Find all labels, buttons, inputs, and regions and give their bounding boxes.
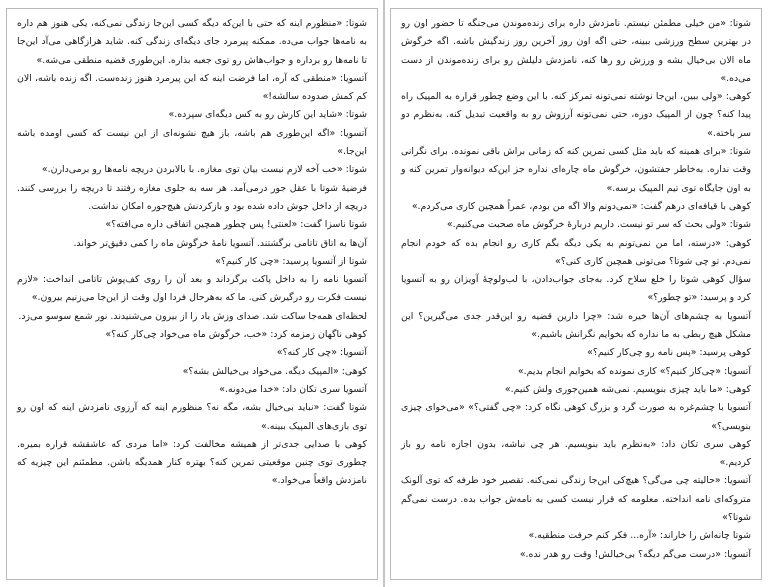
right-paragraph-5: شوتا: «ولی بحث که سر تو نیست. داریم درباره‌ٔ خرگوش ماه صحبت می‌کنیم.»	[446, 219, 751, 231]
right-paragraph-16: آتسویا: «درست می‌گم دیگه؟ بی‌خیالش! وقت رو هدر نده.»	[519, 548, 751, 560]
page-gutter	[383, 0, 385, 587]
left-paragraph-14: کوهی: «المپیک دیگه. می‌خواد بی‌خیالش بشه؟»	[182, 365, 367, 377]
right-paragraph-13: کوهی سری تکان داد: «به‌نظرم باید بنویسیم. هر چی نباشه، بدون اجازه نامه رو باز کردیم.»	[401, 438, 751, 469]
right-paragraph-11: کوهی: «ما باید چیزی بنویسیم. نمی‌شه همین‌جوری ولش کنیم.»	[504, 383, 751, 395]
right-paragraph-12: آتسویا با چشم‌غره به صورت گرد و بزرگ کوهی نگاه کرد: «چی گفتی؟» «می‌خوای چیزی بنویسی؟»	[401, 402, 751, 432]
left-paragraph-1: شوتا: «منظورم اینه که حتی با این‌که دیگه کسی این‌جا زندگی نمی‌کنه، یکی هنوز هم داره به نامه‌ها جواب می‌ده. ممکنه پیرمرد جای دیگه‌ای زندگی کنه. شاید هرازگاهی می‌آد این‌جا تا نامه‌ها رو برداره و جواب‌هاش رو توی جعبه بذاره. این‌طوری قضیه منطقی می‌شه.»	[17, 18, 367, 66]
left-paragraph-11: لحظه‌ای همه‌جا ساکت شد. صدای وزش باد را از بیرون می‌شنیدند. نور شمع سوسو می‌زد.	[18, 310, 367, 322]
right-paragraph-14: آتسویا: «حالیته چی می‌گی؟ هیچ‌کی این‌جا زندگی نمی‌کنه. تقصیر خود طرفه که توی آلونک متروکه‌ای نامه انداخته. معلومه که قرار نیست کسی به نامه‌ش جواب بده. درست نمی‌گم شوتا؟»	[401, 475, 751, 524]
left-paragraph-9: شوتا از آتسویا پرسید: «چی کار کنیم؟»	[215, 255, 367, 267]
left-paragraph-2: آتسویا: «منطقی که آره، اما فرضت اینه که این پیرمرد هنوز زنده‌ست. اگه زنده باشه، الان کم کمش صدوده سالشه!»	[17, 72, 367, 103]
right-page-text	[401, 15, 751, 575]
left-paragraph-7: شوتا ناسزا گفت: «لعنتی! پس چطور همچین اتفاقی داره می‌افته؟»	[105, 219, 367, 231]
left-paragraph-8: آن‌ها به اتاق تاتامی برگشتند. آتسویا نامهٔ خرگوش ماه را کمی دقیق‌تر خواند.	[73, 237, 367, 249]
left-paragraph-5: شوتا: «خب آخه لازم نیست بیان توی مغازه. با بالابردن دریچه نامه‌ها رو برمی‌دارن.»	[41, 164, 367, 176]
right-paragraph-9: کوهی پرسید: «پس نامه رو چی‌کار کنیم؟»	[587, 347, 751, 359]
right-paragraph-10: آتسویا: «چی‌کار کنیم؟» کاری نمونده که بخوایم انجام بدیم.»	[517, 365, 751, 377]
right-paragraph-3: شوتا: «برای همینه که باید مثل کسی تمرین کنه که زمانی براش باقی نمونده. برای نگرانی وقت نداره. به‌خاطر جفتشون، خرگوش ماه چاره‌ای نداره جز این‌که دیوانه‌وار تمرین کنه و به اون جایگاه توی تیم المپیک برسه.»	[401, 146, 751, 194]
right-paragraph-8: آتسویا به چشم‌های آن‌ها خیره شد: «چرا دارین قضیه رو این‌قدر جدی می‌گیرین؟ این مشکل هیچ ربطی به ما نداره که بخوایم نگرانش باشیم.»	[401, 310, 751, 341]
right-page	[390, 8, 762, 580]
right-paragraph-7: سؤال کوهی شوتا را خلع سلاح کرد. به‌جای جواب‌دادن، با لب‌ولوچهٔ آویزان رو به آتسویا کرد و پرسید: «تو چطور؟»	[401, 274, 751, 304]
left-paragraph-10: آتسویا نامه را به داخل پاکت برگرداند و بعد آن را روی کف‌پوش تاتامی انداخت: «لازم نیست فکرت رو درگیرش کنی. ما که به‌هرحال فردا اول وقت از این‌جا می‌زنیم بیرون.»	[17, 274, 367, 304]
left-paragraph-15: آتسویا سری تکان داد: «خدا می‌دونه.»	[219, 383, 367, 395]
right-paragraph-4: کوهی با قیافه‌ای درهم گفت: «نمی‌دونم والا اگه من بودم، عمراً همچین کاری می‌کردم.»	[411, 200, 751, 212]
left-paragraph-17: کوهی با صدایی جدی‌تر از همیشه مخالفت کرد: «اما مردی که عاشقشه قراره بمیره. چطوری توی چنین موقعیتی تمرین کنه؟ بهتره کنار همدیگه باشن. مطمئنم این چیزیه که نامزدش واقعاً می‌خواد.»	[17, 438, 367, 487]
left-page	[6, 8, 378, 580]
left-page-text	[17, 15, 367, 575]
left-paragraph-4: آتسویا: «اگه این‌طوری هم باشه، باز هیچ نشونه‌ای از این نیست که کسی اومده باشه این‌جا.»	[17, 127, 367, 158]
right-paragraph-1: شوتا: «من خیلی مطمئن نیستم. نامزدش داره برای زنده‌موندن می‌جنگه تا حضور اون رو در بهترین سطح ورزشی ببینه، حتی اگه اون روز آخرین روز زندگیش باشه. اگه خرگوش ماه الان بی‌خیال بشه و ورزش رو رها کنه، نامزدش دلیلش رو برای زنده‌موندن از دست می‌ده.»	[401, 18, 751, 84]
right-paragraph-15: شوتا چانه‌اش را خاراند: «آره... فکر کنم حرفت منطقیه.»	[528, 530, 751, 542]
left-paragraph-3: شوتا: «شاید این کارش رو به کس دیگه‌ای سپرده.»	[168, 109, 367, 121]
right-paragraph-2: کوهی: «ولی ببین، این‌جا نوشته نمی‌تونه تمرکز کنه. با این وضع چطور قراره به المپیک راه پیدا کنه؟ چون از المپیک دوره، حتی نمی‌تونه آرزوش رو به واقعیت تبدیل کنه. به‌نظرم دو سر باخته.»	[401, 91, 751, 139]
right-paragraph-6: کوهی: «درسته، اما من نمی‌تونم به یکی دیگه بگم کاری رو انجام بده که خودم انجام نمی‌دم. تو چی شوتا؟ می‌تونی همچین کاری کنی؟»	[401, 237, 751, 267]
left-paragraph-12: کوهی ناگهان زمزمه کرد: «خب، خرگوش ماه می‌خواد چی‌کار کنه؟»	[105, 329, 367, 341]
left-paragraph-13: آتسویا: «چی کار کنه؟»	[276, 347, 367, 359]
left-paragraph-6: فرضیهٔ شوتا با عقل جور درمی‌آمد. هر سه به جلوی مغازه رفتند تا دریچه را بررسی کنند. دریچه از داخل جوش داده شده بود و بازکردنش هیچ‌جوره امکان نداشت.	[17, 182, 367, 212]
left-paragraph-16: شوتا گفت: «نباید بی‌خیال بشه، مگه نه؟ منظورم اینه که آرزوی نامزدش اینه که اون رو توی بازی‌های المپیک ببینه.»	[17, 402, 367, 432]
